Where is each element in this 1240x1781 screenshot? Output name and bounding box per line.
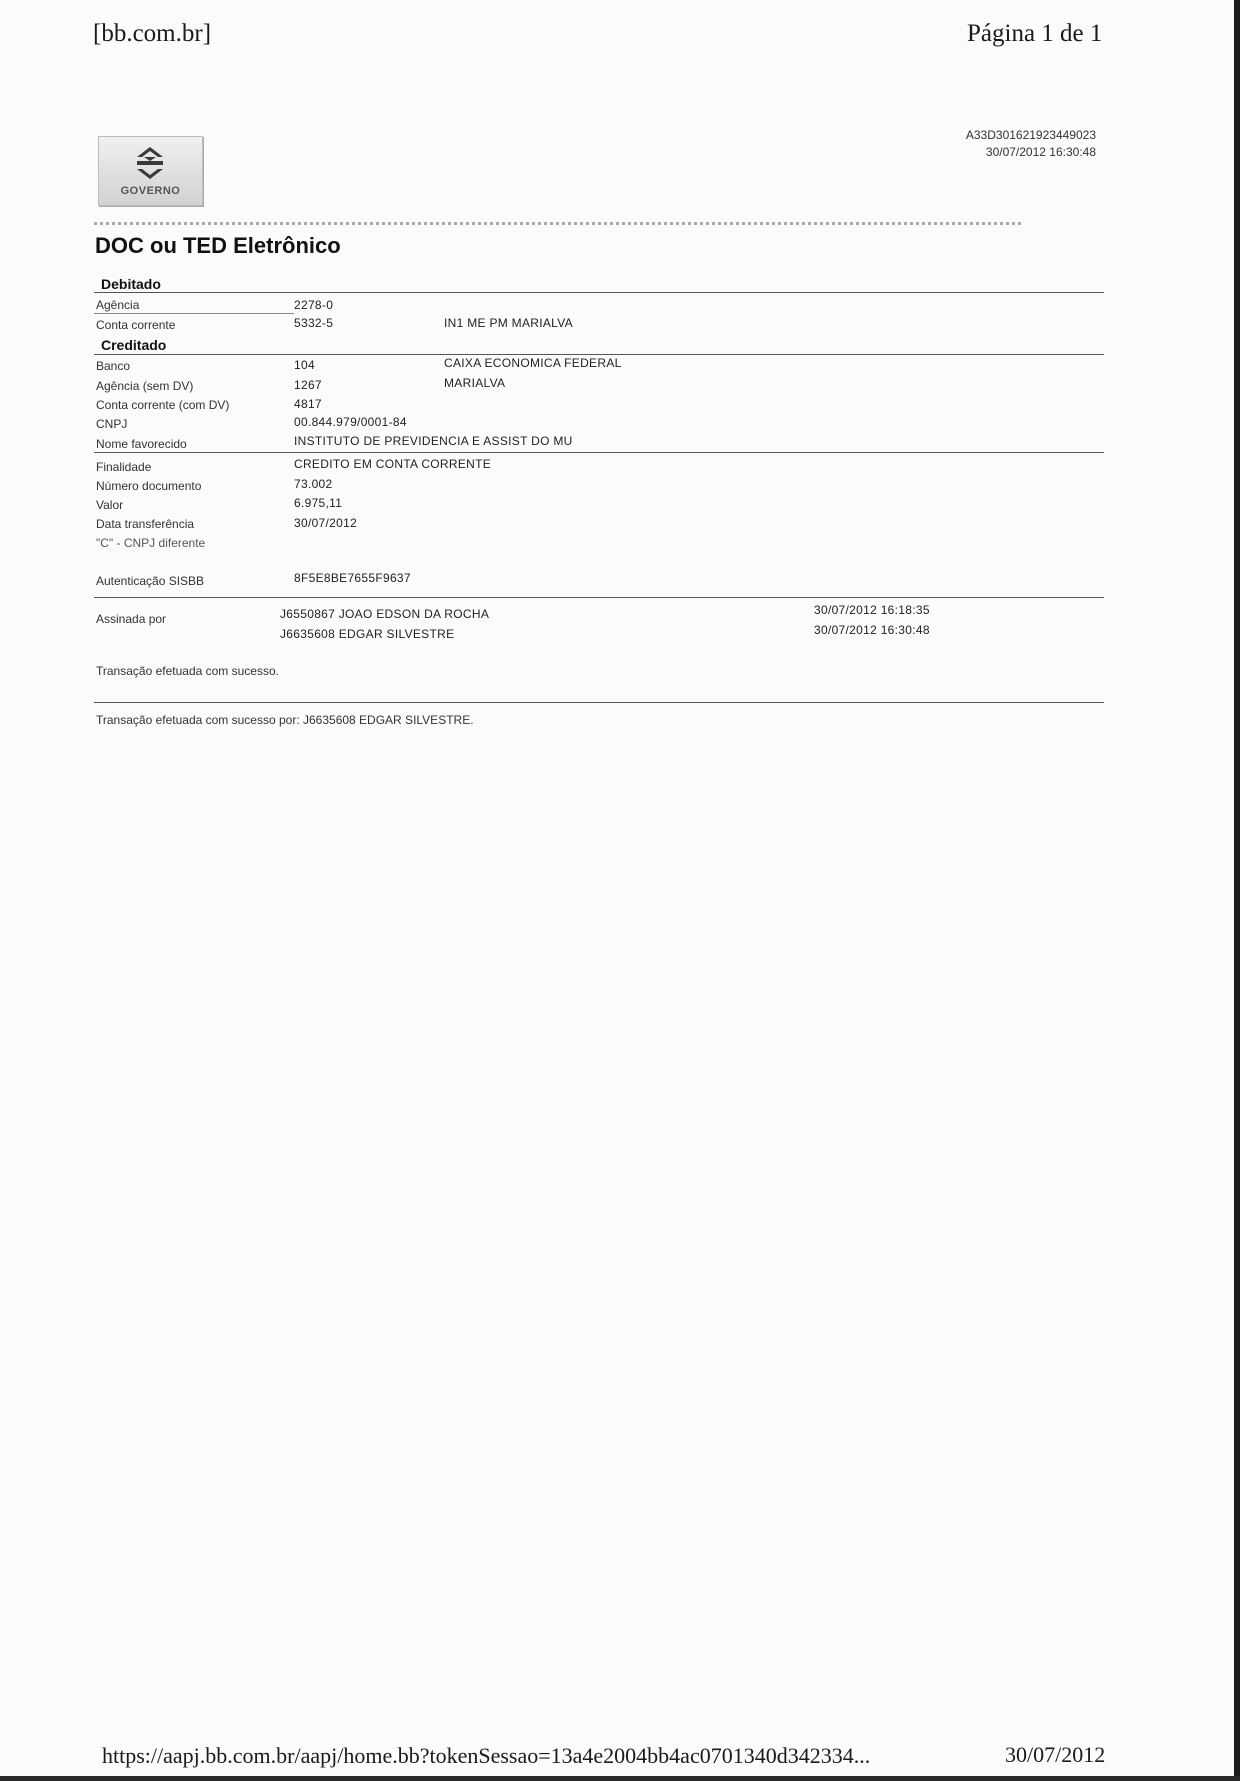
bb-logo <box>98 136 203 206</box>
numero-documento-label: Número documento <box>96 479 202 493</box>
cnpj-note: "C" - CNPJ diferente <box>96 536 206 550</box>
credit-conta-label: Conta corrente (com DV) <box>96 398 230 412</box>
debit-conta-value: 5332-5 <box>294 316 334 330</box>
signer-name: J6635608 EDGAR SILVESTRE <box>280 627 455 641</box>
page-url: https://aapj.bb.com.br/aapj/home.bb?tokenSessao=13a4e2004bb4ac0701340d342334... <box>102 1743 871 1768</box>
credit-conta-value: 4817 <box>294 397 322 411</box>
autenticacao-value: 8F5E8BE7655F9637 <box>294 571 411 585</box>
logo-caption: GOVERNO <box>120 185 181 197</box>
divider <box>94 313 294 314</box>
credit-banco-value: 104 <box>294 358 315 372</box>
valor-value: 6.975,11 <box>294 496 343 510</box>
divider <box>94 452 1104 453</box>
debit-agencia-label: Agência <box>96 298 140 312</box>
print-date: 30/07/2012 <box>1005 1742 1106 1767</box>
credit-banco-name: CAIXA ECONOMICA FEDERAL <box>444 356 622 370</box>
credit-cnpj-value: 00.844.979/0001-84 <box>294 415 407 429</box>
receipt-timestamp: 30/07/2012 16:30:48 <box>985 145 1096 159</box>
section-creditado: Creditado <box>101 337 167 353</box>
credit-banco-label: Banco <box>96 359 131 373</box>
signer-datetime: 30/07/2012 16:18:35 <box>814 603 930 617</box>
final-message: Transação efetuada com sucesso por: J6635608 EDGAR SILVESTRE. <box>96 713 474 727</box>
divider <box>94 354 1104 355</box>
numero-documento-value: 73.002 <box>294 477 333 491</box>
signer-name: J6550867 JOAO EDSON DA ROCHA <box>280 607 490 621</box>
credit-agencia-value: 1267 <box>294 378 322 392</box>
page-title: DOC ou TED Eletrônico <box>95 233 341 258</box>
valor-label: Valor <box>96 498 124 512</box>
scan-edge <box>1234 0 1240 1781</box>
credit-cnpj-label: CNPJ <box>96 417 128 431</box>
signer-datetime: 30/07/2012 16:30:48 <box>814 623 930 637</box>
divider <box>94 597 1104 598</box>
data-transferencia-value: 30/07/2012 <box>294 516 358 530</box>
status-message: Transação efetuada com sucesso. <box>96 664 279 678</box>
credit-favorecido-label: Nome favorecido <box>96 437 187 451</box>
debit-conta-name: IN1 ME PM MARIALVA <box>444 316 573 330</box>
site-header: [bb.com.br] <box>93 20 212 47</box>
finalidade-value: CREDITO EM CONTA CORRENTE <box>294 457 492 471</box>
receipt-code: A33D301621923449023 <box>965 128 1096 142</box>
header-divider <box>94 222 1024 225</box>
divider <box>94 292 1104 293</box>
bb-logo-icon <box>133 145 167 181</box>
divider <box>94 702 1104 703</box>
assinada-por-label: Assinada por <box>96 612 167 626</box>
finalidade-label: Finalidade <box>96 460 152 474</box>
data-transferencia-label: Data transferência <box>96 517 195 531</box>
credit-favorecido-value: INSTITUTO DE PREVIDENCIA E ASSIST DO MU <box>294 434 573 448</box>
autenticacao-label: Autenticação SISBB <box>96 574 205 588</box>
page-counter: Página 1 de 1 <box>967 20 1103 47</box>
section-debitado: Debitado <box>101 276 161 292</box>
credit-agencia-name: MARIALVA <box>444 376 506 390</box>
debit-agencia-value: 2278-0 <box>294 298 334 312</box>
credit-agencia-label: Agência (sem DV) <box>96 379 194 393</box>
debit-conta-label: Conta corrente <box>96 318 176 332</box>
scan-edge <box>0 1776 1240 1781</box>
